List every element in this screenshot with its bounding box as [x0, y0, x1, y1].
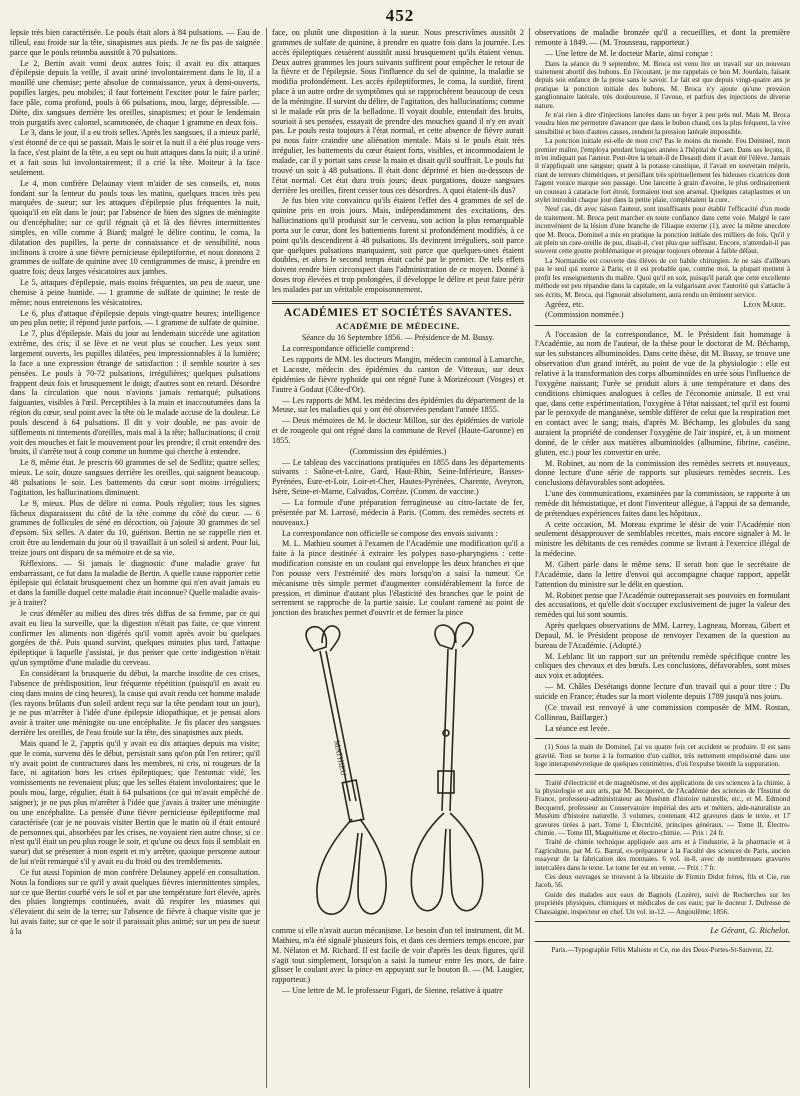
- letter-paragraph: Dans la séance du 9 septembre, M. Broca est venu lire un travail sur un nouveau traitement abortif des bubons. En l'écoutant, je me rappelais ce bon M. Jourdain, faisant depuis son enfance de la prose sans le savoir. Le fait est que depuis vingt-quatre ans je pratique la ponction initiale des bubons. M. Broca n'y ajoute qu'une pression ganglionnaire latérale, très douloureuse, il l'avoue, et parfois des injections de diverse nature.: [535, 59, 790, 110]
- paragraph: Ce fut aussi l'opinion de mon confrère Delauney appelé en consultation. Nous la fondions sur ce qu'il y avait quelques fièvres intermittentes simples, sur ce que Bertin courbé vers le sol et par une température fort élevée, après des pluies longtemps continuées, avait dû respirer les miasmes qui s'élevaient du sein de la terre; sur l'absence de fièvre à chaque visite que je lui avais faite; sur ce que le soir il paraissait plus animé; sur un peu de sueur à la: [10, 867, 260, 936]
- paragraph: A cette occasion, M. Moreau exprime le désir de voir l'Académie non seulement désapprouver de semblables recettes, mais encore signaler à M. le ministre les débitants de ces remèdes comme se livrant à l'exercice illégal de la médecine.: [535, 519, 790, 559]
- printer-line: Paris.—Typographie Félix Malteste et Ce, rue des Deux-Portes-St-Sauveur, 22.: [551, 945, 774, 954]
- session-line: Séance du 16 Septembre 1856. — Présidence de M. Bussy.: [301, 333, 495, 343]
- paragraph: face, ou plutôt une disposition à la sueur. Nous prescrivîmes aussitôt 2 grammes de sulfate de quinine, à prendre en quatre fois dans la journée. Les accès épileptiques cessèrent aussitôt aussi brusquement qu'ils étaient venus. Deux autres grammes les jours suivants suffirent pour empêcher le retour de la fièvre et de l'épilepsie. Sous l'influence du sel de quinine, la maladie se modifia profondément. Les accès épileptiformes, le coma, la surdité, firent place à un autre ordre de symptômes qui se rapprochèrent beaucoup de ceux de la méningite. Il survint du délire, de l'agitation, des hallucinations; comme si le malade eût pris de la belladone. Il voyait double, entendait des bruits, souriait à ses pensées, essayait de prendre des mouches quand il n'y en avait pas. Le pouls resta toujours à l'état normal, et cette absence de fièvre aurait pu nous faire craindre une aliénation mentale. Mais si le pouls était très irrégulier, les battements du cœur étaient forts, visibles, et incommodaient le malade, car il y portait sans cesse la main et disait qu'il souffrait. Le pouls fut trouvé un soir à 48 pulsations. Il était donc déprimé et bien au-dessous de l'état normal. Cet état dura trois jours; deux purgations, douze sangsues derrière les oreilles, firent cesser tous ces désordres. A quoi étaient-ils dus?: [272, 28, 524, 195]
- paragraph: Le 4, mon confrère Delaunay vient m'aider de ses conseils, et, nous fondant sur la lenteur du pouls tous les matins, quelques traces très peu marquées de sueur; sur les attaques d'épilepsie plus fréquentes la nuit, quoiqu'il en eût dans le jour; par l'absence de bien des signes de méningite ou d'encéphalite; sur ce qu'il régnait çà et là des fièvres intermittentes simples, en ville comme à Biard; malgré le délire continu, le coma, la dilatation des pupilles, la perte de connaissance et de sensibilité, nous inclinons à croire à une fièvre pernicieuse épileptiforme, et nous donnons 2 grammes de sulfate de quinine avec 10 centigrammes de musc, à prendre en quatre fois; deux larges vésicatoires aux jambes.: [10, 178, 260, 277]
- advertisement: Traité de chimie technique appliquée aux arts et à l'industrie, à la pharmacie et à l'agriculture, par M. G. Barral, ex-préparateur à la Faculté des sciences de Paris, ancien essayeur de la fabrication des monnaies. 6 vol. in-8, avec de nombreuses gravures intercalées dans le texte. Le tome Ier est en vente. — Prix : 7 fr.: [535, 838, 790, 872]
- forceps-jaw: [435, 625, 455, 649]
- column-3: [535, 28, 790, 954]
- paragraph: — Le tableau des vaccinations pratiquées en 1855 dans les départements suivants : Saône-et-Loire, Gard, Haut-Rhin, Seine-Inférieure, Basses-Pyrénées, Eure-et-Loir, Loir-et-Cher, Hautes-Pyrénées, Charente, Aveyron, Isère, Seine-et-Marne, Calvados, Corrèze. (Comm. de vaccine.): [272, 457, 524, 497]
- gerant-signature: Le Gérant, G. Richelot.: [710, 925, 790, 936]
- paragraph: — M. Châles Desétangs donne lecture d'un travail qui a pour titre : Du suicide en France; études sur la mort violente depuis 1789 jusqu'à nos jours.: [535, 682, 790, 701]
- letter-paragraph: Neuf cas, dit avec raison l'auteur, sont insuffisants pour établir l'efficacité d'un mode de traitement. M. Broca peut marcher en toute confiance dans cette voie. Malgré le rare inconvénient de la lésion d'une branche de l'iliaque externe (1), avec la même anecdote que M. Broca, Dominel a mis en pratique la ponction initiale des milliers de fois. Qu'il y ait plein un cure-oreille de pus, disait-il, c'est plus que suffisant. Encore, n'attendait-il pas souvent cette goutte problématique et presque toujours obtenue à faible défaut.: [535, 205, 790, 256]
- paragraph: L'une des communications, examinées par la commission, se rapporte à un remède dit hémostatique, et dont l'inventeur allègue, à l'appui de sa demande, de prétendues expériences faites dans les hôpitaux.: [535, 489, 790, 518]
- footnote: (1) Sous la main de Dominel, j'ai vu quatre fois cet accident se produire. Il est sans gravité. Tout se borne à la formation d'un caillot, très nettement emprisonné dans une loge interaponévrotique de quelques centimètres, d'où l'expulse bientôt la suppuration.: [535, 743, 790, 769]
- paragraph: Les rapports de MM. les docteurs Mangin, médecin cantonal à Lamarche, et Lacoste, médecin des épidémies du canton de Vitteaux, sur deux épidémies de fièvre typhoïde qui ont régné l'une à Morizécourt (Vosges) et l'autre à Godaut (Côte-d'Or).: [272, 355, 524, 394]
- forceps-handle-ring: [317, 819, 358, 914]
- paragraph: Le 6, plus d'attaque d'épilepsie depuis vingt-quatre heures; intelligence un peu plus nette; il répond juste parfois. — 1 gramme de sulfate de quinine.: [10, 308, 260, 328]
- paragraph: (Ce travail est renvoyé à une commission composée de MM. Rostan, Collineau, Baillarger.): [535, 702, 790, 722]
- letter-paragraph: La Normandie est couverte des élèves de cet habile chirurgien. Je ne sais d'ailleurs pas le seul qui exerce à Paris; et il est probable que, comme moi, la plupart mettent à profit les enseignements du maître. Quoi qu'il en soit, puisqu'il paraît que cette excellente méthode est peu répandue dans la capitale, en la vulgarisant avec l'autorité qui s'attache à ses écrits, M. Broca, qui l'ignorait absolument, aura rendu un éminent service.: [535, 256, 790, 299]
- paragraph: A l'occasion de la correspondance, M. le Président fait hommage à l'Académie, au nom de l'auteur, de la thèse pour le doctorat de M. Béchamp, sur les substances albuminoïdes. Dans cette thèse, dit M. Bussy, se trouve une observation d'un grand intérêt, au point de vue de la physiologie : elle est relative à la transformation des corps albuminoïdes en urée sous l'influence de l'oxygène naissant; l'urée se produit alors à une température et dans des conditions chimiques analogues à celles de l'économie animale. Il est vrai que, dans cette expérimentation, l'oxygène à l'état naissant, tel qu'il est fourni par le peroxyde de manganèse, semble différer de celui que la respiration met en contact avec le sang; mais, d'après M. Béchamp, les globules du sang auraient la propriété de condenser l'oxygène de l'air inspiré, et, à un moment donné, de le céder aux matières albuminoïdes (albumine, fibrine, caséine, gluten, etc.) pour les convertir en urée.: [535, 329, 790, 457]
- column-separator: [529, 28, 530, 1088]
- forceps-handle-ring: [411, 813, 446, 911]
- forceps-handle-ring: [358, 819, 386, 914]
- paragraph: — Une lettre de M. le docteur Marie, ainsi conçue :: [545, 48, 713, 58]
- paragraph: Mais quand le 2, j'appris qu'il y avait eu dix attaques depuis ma visite; que le coma, survenu dès le début, persistait sans qu'on pût l'en retirer; qu'il n'y avait point de contractures dans les membres, ni cris, ni rougeurs de la face, ni agitation hors les crises épileptiques; que l'estomac vidé, les vomissements ne revenaient plus; que les selles étaient involontaires; que le pouls mou, large, régulier, était à 64 pulsations (ce qui m'avait empêché de saigner); je ne pus plus m'arrêter à l'idée que j'avais à traiter une méningite ou une encéphalite. La pensée d'une fièvre pernicieuse épileptiforme mal caractérisée (car je ne pouvais visiter Bertin que le matin où il était entouré de personnes qui, absorbées par les crises, ne voyaient rien autre chose, si ce n'est qu'il était un peu plus rouge le soir, et qu'une ou deux fois il semblait en sueur) dut se présenter à mon esprit et m'y arrêter, quoique personne autour de lui n'eût remarqué s'il y avait eu du froid ou des tremblements.: [10, 738, 260, 867]
- letter-paragraph: Je n'ai rien à dire d'injections lancées dans un foyer à peu près nul. Mais M. Broca voudra bien me permettre d'avancer que dans le bubon chaud, ces la plus fréquent, la vive sensibilité et bien d'autres causes, rendent la pression latérale impossible.: [535, 110, 790, 136]
- page-number: 452: [385, 6, 415, 25]
- section-divider: [272, 301, 524, 304]
- paragraph: M. Robinet, au nom de la commission des remèdes secrets et nouveaux, donne lecture d'une série de rapports sur plusieurs remèdes secrets. Les conclusions défavorables sont adoptées.: [535, 458, 790, 488]
- divider: [535, 921, 790, 922]
- paragraph: lepsie très bien caractérisée. Le pouls était alors à 84 pulsations. — Eau de tilleul, eau froide sur la tête, sinapismes aux pieds. Je ne fis pas de saignée parce que le pouls retomba aussitôt à 70 pulsations.: [10, 28, 260, 57]
- paragraph: Le 5, attaques d'épilepsie, mais moins fréquentes, un peu de sueur, une chemise à peine humide. — 1 gramme de sulfate de quinine; le reste de même; nous entretenons les vésicatoires.: [10, 278, 260, 307]
- paragraph: La correspondance non officielle se compose des envois suivants :: [282, 528, 498, 538]
- divider: [535, 738, 790, 739]
- advertisement: Guide des malades aux eaux de Bagnols (Lozère), suivi de Recherches sur les propriétés physiques, chimiques et médicales de ces eaux; par le docteur J. Dufresse de Chassaigne, inspecteur en chef. Un vol. in-12. — Angoulême; 1856.: [535, 890, 790, 916]
- letter-signature: [535, 300, 790, 310]
- paragraph: Je fus bien vite convaincu qu'ils étaient l'effet des 4 grammes de sel de quinine pris en trois jours. Mais, indépendamment des excitations, des hallucinations qu'il produisit sur le cerveau, son action la plus remarquable porta sur le cœur, dont les battements furent si profondément modifiés, à ce point qu'ils descendirent à 48 pulsations. Ils devinrent irréguliers, soit parce que quelques pulsations manquaient, soit parce que quelques-unes étaient doubles, et alors le second temps était caché par le premier. De tels effets doivent rendre bien circonspect dans l'administration de ce moyen. Donné à doses trop élevées et trop prolongées, il développe le délire et peut faire périr les malades par un véritable empoisonnement.: [272, 196, 524, 294]
- section-subtitle: ACADÉMIE DE MÉDECINE.: [336, 320, 460, 331]
- paragraph: — La formule d'une préparation ferrugineuse au citro-lactate de fer, présentée par M. Larrosé, médecin à Paris. (Comm. des remèdes secrets et nouveaux.): [272, 497, 524, 527]
- divider: [535, 325, 790, 326]
- paragraph: M. Gibert parle dans le même sens. Il serait bon que le secrétaire de l'Académie, dans la lettre d'envoi qui accompagne chaque rapport, appelât l'attention du ministre sur le délit en question.: [535, 560, 790, 589]
- forceps-shaft: [320, 651, 350, 801]
- forceps-jaw: [456, 623, 474, 647]
- signature-name: Léon Marie.: [743, 299, 786, 309]
- paragraph: Le 9, mieux. Plus de délire ni coma. Pouls régulier; tous les signes fâcheux disparaissent du côté de la tête comme du côté du cœur. — 6 grammes de follicules de séné en décoction, où j'ajoute 30 grammes de sel d'epsom. Six selles. A dater du 10, guérison. Bertin ne se rappelle rien et croit être au lendemain du jour où il travaillait à un soleil si ardent. Pour lui, treize jours ont disparu de sa mémoire et de sa vie.: [10, 498, 260, 557]
- paragraph: Je crus démêler au milieu des dires très diffus de sa femme, par ce qui avait eu lieu la surveille, que la digestion n'était pas faite, ce que vinrent confirmer les aliments non digérés qu'il vomit après avoir bu quelques gorgées de thé. Puis quand survint, quelques minutes plus tard, l'attaque épileptique à laquelle j'assistai, je dus penser que cette indigestion n'était qu'un symptôme d'une maladie du cerveau.: [10, 608, 260, 668]
- paragraph: La séance est levée.: [545, 723, 610, 733]
- column-1: [10, 28, 260, 938]
- divider: [535, 774, 790, 775]
- signature-closing: Agréez, etc.: [545, 299, 585, 309]
- paragraph: — Une lettre de M. le professeur Figari, de Sienne, relative à quatre: [282, 986, 503, 996]
- paragraph: observations de maladie bronzée qu'il a recueillies, et dont la première remonte à 1849. — (M. Trousseau, rapporteur.): [535, 28, 790, 47]
- paragraph: Le 2, Bertin avait vomi deux autres fois; il avait eu dix attaques d'épilepsie depuis la veille, il avait uriné involontairement dans le lit, il a mouillé une chemise; perte absolue de connaissance, yeux à demi-ouverts, pupilles larges, peu mobiles; il faut fortement l'exciter pour le faire parler; face pâle, coma profond, pouls à 66 pulsations, mou, large, dépressible. — Diète, dix sangsues derrière les oreilles, sinapismes; et pour le lendemain trois purgatifs avec calomel, scammonée, de chaque 1 gramme en deux fois.: [10, 58, 260, 127]
- column-2: [272, 28, 524, 997]
- polyp-forceps-figure: [272, 621, 524, 923]
- paragraph: Le 8, même état. Je prescris 60 grammes de sel de Sedlitz; quatre selles; mieux. Le soir, douze sangsues derrière les oreilles, qui saignent beaucoup. 48 pulsations le soir. Les battements du cœur sont moins irréguliers; l'agitation, les hallucinations diminuent.: [10, 458, 260, 497]
- paragraph: Le 3, dans le jour, il a eu trois selles. Après les sangsues, il a mieux parlé, s'est étonné de ce qui se passait. Mais le soir et la nuit il a été plus rouge vers la face, s'est plaint de la tête, a eu sept ou huit attaques dans la nuit; il a uriné et a fait sous lui involontairement; il a crié la tête. Moiteur à la face seulement.: [10, 128, 260, 177]
- paragraph: M. Robinet pense que l'Académie outrepasserait ses pouvoirs en formulant des accusations, et qu'elle doit s'occuper exclusivement de juger la valeur des remèdes qui lui sont soumis.: [535, 590, 790, 620]
- commission-note: (Commission des épidémies.): [349, 446, 447, 456]
- paragraph: comme si elle n'avait aucun mécanisme. Le besoin d'un tel instrument, dit M. Mathieu, m'a été signalé plusieurs fois, et dans ces derniers temps encore, par M. Nélaton et M. Richard. Il est facile de voir d'après les deux figures, qu'il s'agit tout simplement, lorsqu'on a saisi la tumeur entre les mors, de faire glisser le coulant avec la pince en appuyant sur le bouton B. — (M. Laugier, rapporteur.): [272, 926, 524, 985]
- forceps-shaft: [450, 649, 456, 811]
- paragraph: M. Leblanc lit un rapport sur un prétendu remède spécifique contre les coliques des chevaux et des bœufs. Les conclusions, défavorables, sont mises aux voix et adoptées.: [535, 651, 790, 681]
- figure-engraved-label: MATHIEU: [332, 739, 349, 777]
- advertisement: Ces deux ouvrages se trouvent à la librairie de Firmin Didot frères, fils et Cie, rue Jacob, 56.: [535, 873, 790, 890]
- paragraph: Après quelques observations de MM. Larrey, Lagneau, Moreau, Gibert et Depaul, M. le Président propose de renvoyer l'examen de la question au bureau de l'Académie. (Adopté.): [535, 621, 790, 650]
- paragraph: La correspondance officielle comprend :: [282, 344, 414, 354]
- forceps-shaft: [326, 651, 356, 801]
- divider: [535, 941, 790, 942]
- forceps-button: [443, 730, 449, 736]
- paragraph: En considérant la brusquerie du début, la marche insolite de ces crises, l'absence de prédisposition, leur fréquente répétition (puisqu'il en avait eu cinq dans moins de cinq heures), la cause qui avait rendu cet homme malade (les rayons brûlants d'un soleil ardent reçu sur la tête pendant tout un jour), je ne pus m'arrêter à l'idée d'une épilepsie idiopathique, et je pensai alors avoir à traiter une méningite ou une encéphalite. Je fis placer des sangsues derrière les oreilles, de l'eau froide sur la tête, des sinapismes aux pieds.: [10, 669, 260, 738]
- letter-paragraph: La ponction initiale est-elle de mon cru? Pas le moins du monde. Feu Dominel, mon premier maître, l'employa pendant longues années à l'hôpital de Caen. Dans ses leçons, il m'en indiquait pas l'auteur. Peut-être la tenait-il de Desault dont il avait été l'élève. Jamais il n'appliquait une sangsue; quant à la potasse caustique, il l'avait en souverain mépris, riant de terreurs chimériques, et persiflant très spirituellement les hideuses cicatrices dont l'agent vorace marque son passage. Une lancette à grain d'avoine, le plus ordinairement un couteau à cataracte fort étroit, formaient tout son arsenal. Quelques cataplasmes et un stylet introduit chaque jour dans la petite plaie, complétaient la cure.: [535, 137, 790, 205]
- column-separator: [266, 28, 267, 1088]
- forceps-jaw: [306, 627, 326, 651]
- commission-note: (Commission nommée.): [545, 309, 624, 319]
- advertisement: Traité d'électricité et de magnétisme, et des applications de ces sciences à la chimie, à la physiologie et aux arts, par M. Becquerel, de l'Académie des sciences de l'Institut de France, professeur-administrateur au Muséum d'histoire naturelle, etc., et M. Edmond Becquerel, professeur au Conservatoire impérial des arts et métiers, aide-naturaliste au Muséum d'histoire naturelle. 3 volumes, contenant 412 gravures dans le texte, et 17 gravures tirées à part. Tome I, Électricité, principes généraux. — Tome II, Électro-chimie. — Tome III, Magnétisme et électro-chimie. — Prix : 24 fr.: [535, 778, 790, 837]
- forceps-illustration: [272, 621, 524, 923]
- reflexions-paragraph: Réflexions. — Si jamais le diagnostic d'une maladie grave fut embarrassant, ce fut dans la maladie de Bertin. A quelle cause rapporter cette épilepsie qui éclatait brusquement chez un homme qui n'en avait jamais eu et dans la famille duquel cette maladie était inconnue? Quelle maladie avais-je à traiter?: [10, 558, 260, 608]
- paragraph: Le 7, plus d'épilepsie. Mais du jour au lendemain succède une agitation extrême, des cris; il se lève et ne veut plus se coucher. Les yeux sont largement ouverts, les pupilles dilatées, peu impressionnables à la lumière; la face a une expression étrange de satisfaction : il semble sourire à ses pensées. Le pouls à 70-72 pulsations, irrégulières; quelques pulsations frappent deux fois et brusquement le doigt; d'autres sont en retard. Désordre dans la circulation que nous n'avions jamais remarqué; pulsations faiguantes, visibles à l'œil. Perceptibles à la main et inaccoutumées dans la région du cœur, seul point avec la tête où le malade accuse de la douleur. Le pouls descend à 64 pulsations. Il dit y voir double, ne pas avoir de sifflements ni tintements d'oreilles, mais mal à la tête; hallucinations; il croit voir des mouches et fait le mouvement pour les prendre; il croit entendre des bruits, il s'arrête tout à coup comme un homme qui cherche à entendre.: [10, 329, 260, 457]
- paragraph: — Les rapports de MM. les médecins des épidémies du département de la Meuse, sur les maladies qui y ont été observées pendant l'année 1855.: [272, 395, 524, 415]
- forceps-handle-ring: [450, 813, 483, 911]
- paragraph: M. L. Mathieu soumet à l'examen de l'Académie une modification qu'il a faite à la pince destinée à extraire les polypes naso-pharyngiens : cette modification consiste en un coulant qui enveloppe les deux branches et que l'on pousse vers l'extrémité des mors lorsqu'on a saisi la tumeur. Ce mécanisme très simple permet d'augmenter considérablement la force de pression, et diminue d'autant plus l'élasticité des branches que le point de serrement se rapproche de la partie saisie. Le coulant ramené au point de jonction des branches permet d'ouvrir et de fermer la pince: [272, 539, 524, 618]
- section-title: ACADÉMIES ET SOCIÉTÉS SAVANTES.: [283, 306, 513, 319]
- paragraph: — Deux mémoires de M. le docteur Millon, sur des épidémies de variole et de rougeole qui ont régné dans la commune de Revel (Haute-Garonne) en 1855.: [272, 416, 524, 445]
